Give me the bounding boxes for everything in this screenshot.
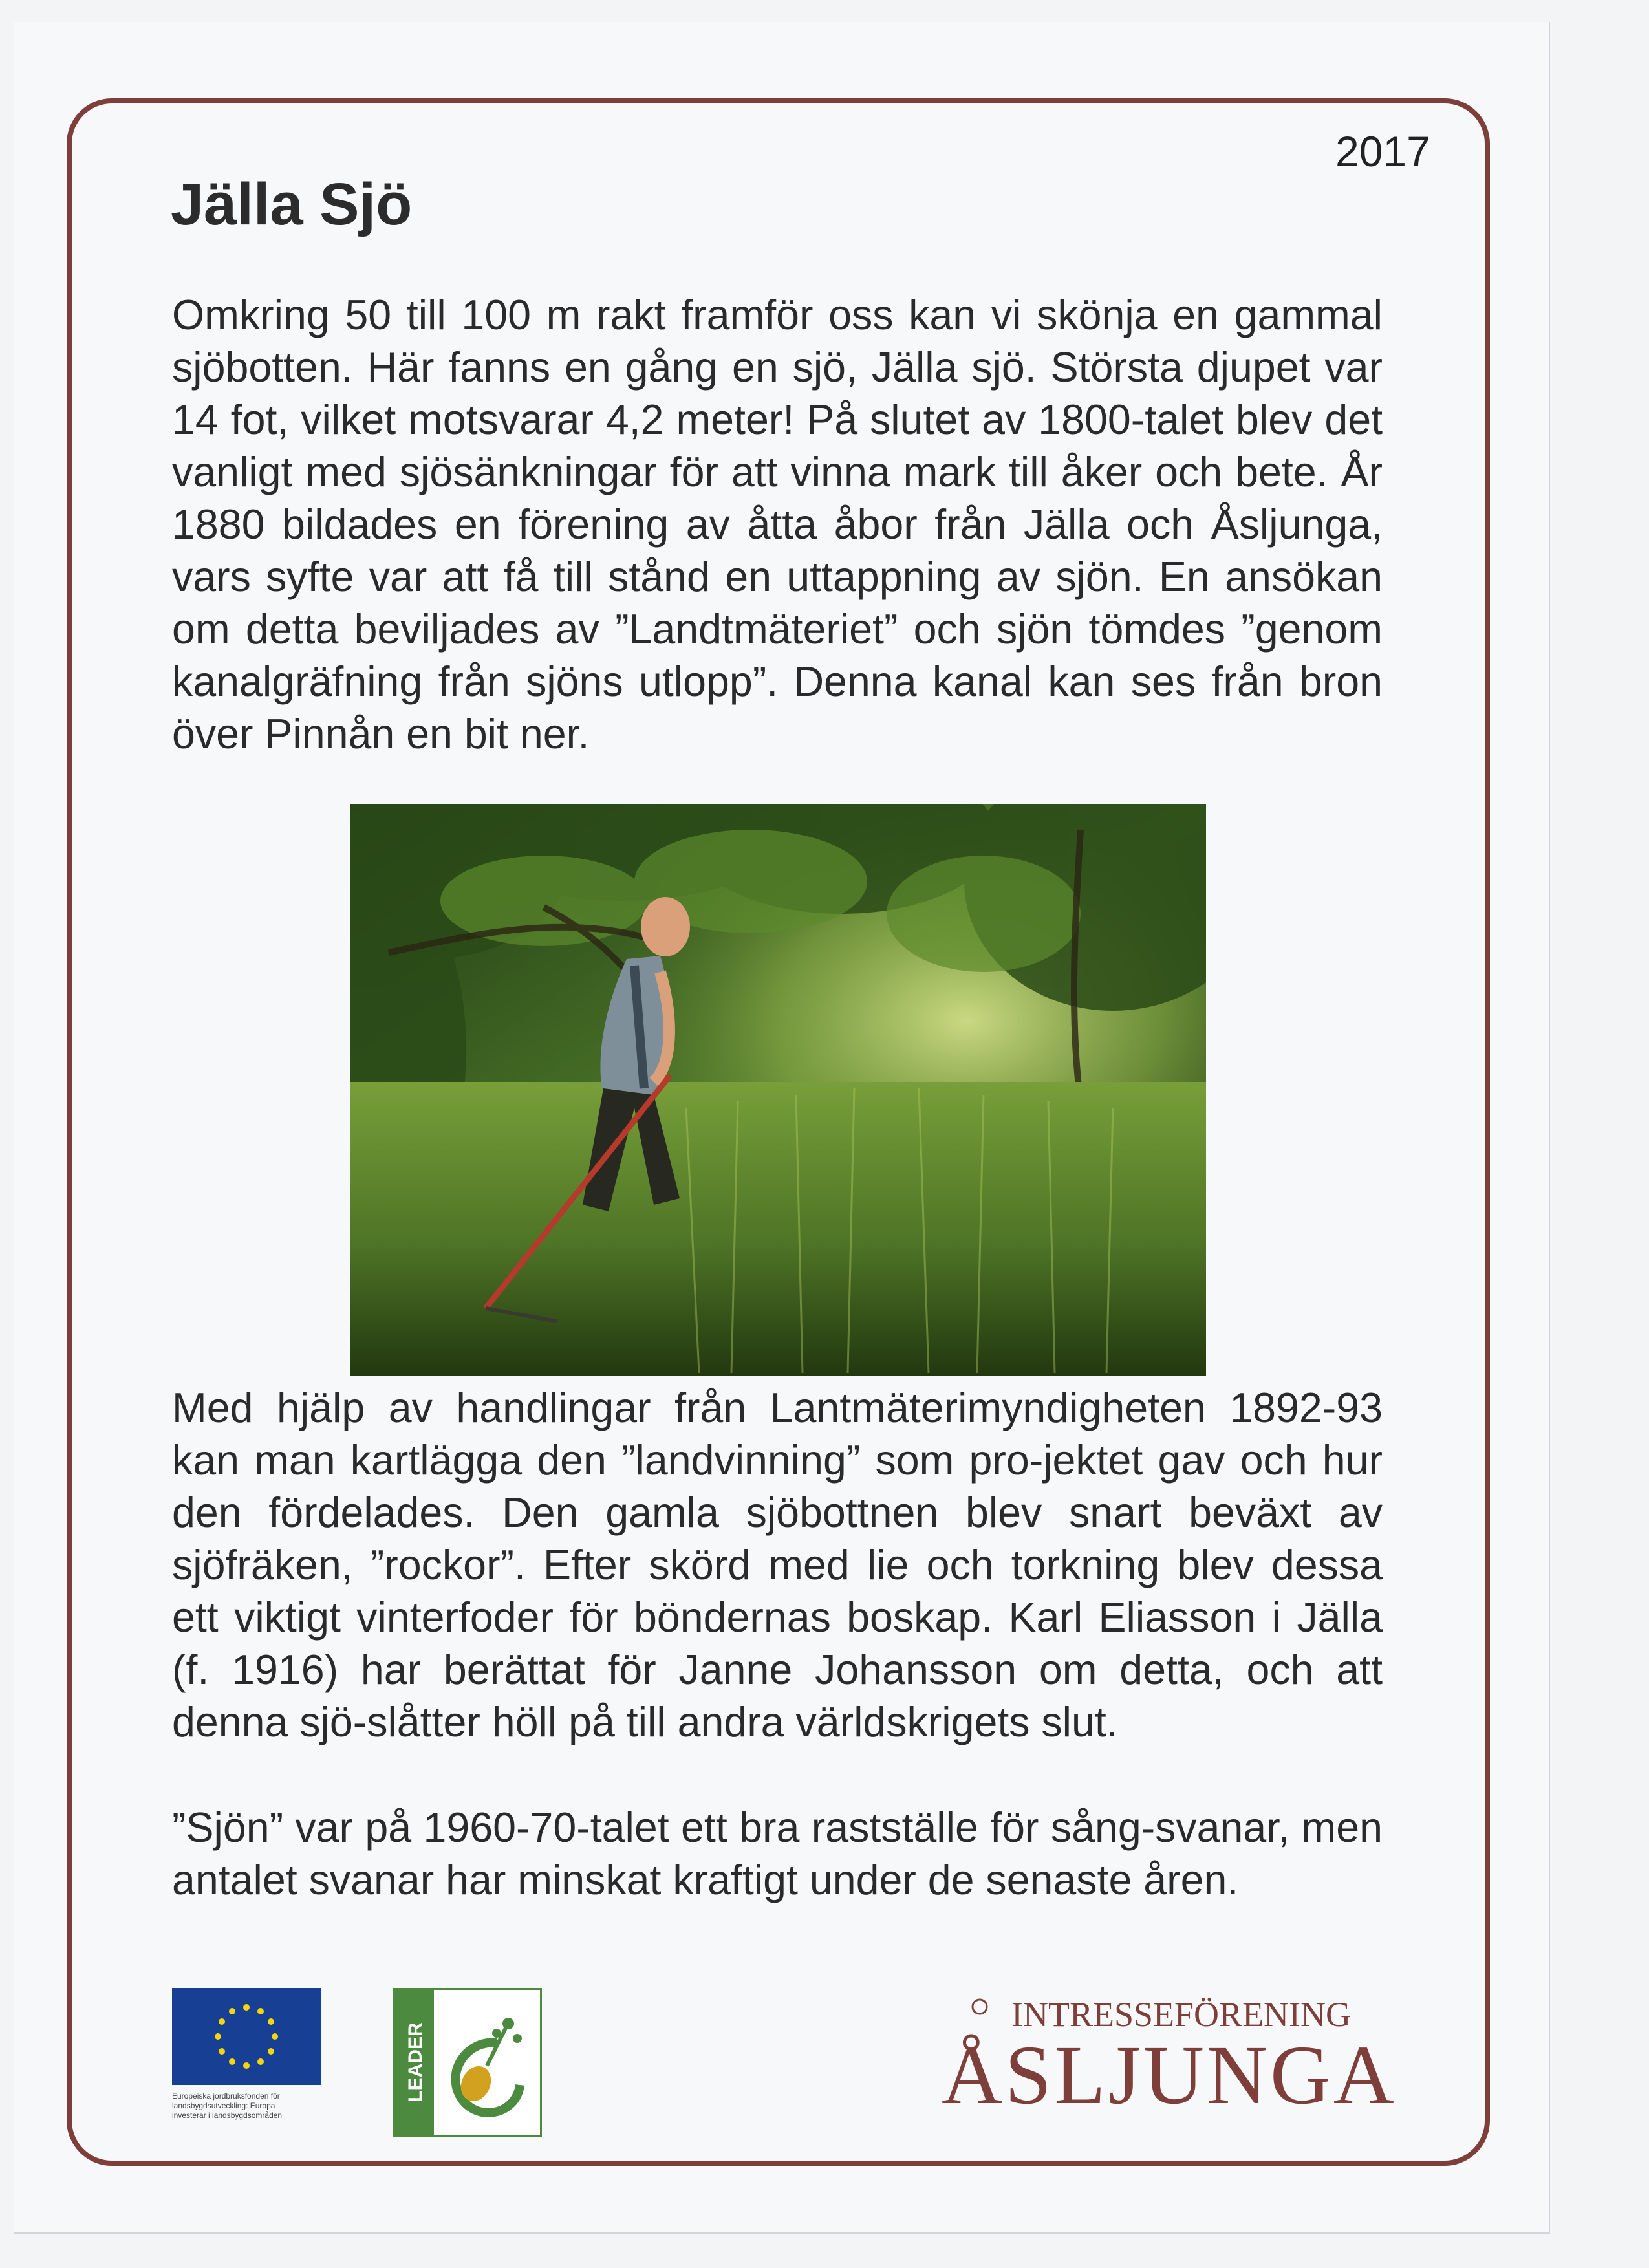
organization-name: ÅSLJUNGA — [942, 2029, 1397, 2122]
ring-icon — [970, 1997, 989, 2016]
eu-flag-icon — [172, 1988, 321, 2085]
leader-text: LEADER — [405, 2022, 426, 2102]
leader-logo-icon — [393, 1988, 542, 2137]
page-title: Jälla Sjö — [171, 171, 413, 237]
eu-caption-line: investerar i landsbygdsområden — [172, 2111, 283, 2120]
paragraph-swans: ”Sjön” var på 1960-70-talet ett bra rastställe för sång-svanar, men antalet svanar har minskat kraftigt under de senaste åren. — [172, 1804, 1383, 1903]
asljunga-logo — [936, 1994, 1460, 2122]
organization-subtitle: INTRESSEFÖRENING — [1011, 1995, 1352, 2034]
eu-caption-line: landsbygdsutveckling: Europa — [172, 2101, 275, 2110]
photo-illustration — [350, 804, 1206, 1376]
year-label: 2017 — [1335, 127, 1430, 175]
eu-caption-line: Europeiska jordbruksfonden för — [172, 2091, 280, 2101]
eu-caption — [172, 2091, 327, 2121]
photo-man-scything-reeds — [350, 804, 1206, 1376]
paragraph-history: Omkring 50 till 100 m rakt framför oss kan vi skönja en gammal sjöbotten. Här fanns en gång en sjö, Jälla sjö. Största djupet var 14 fot, vilket motsvarar 4,2 meter! På slutet av 1800-talet blev det vanligt med sjösänkningar för att vinna mark till åker och bete. År 1880 bildades en förening av åtta åbor från Jälla och Åsljunga, vars syfte var att få till stånd en uttappning av sjön. En ansökan om detta beviljades av ”Landtmäteriet” och sjön tömdes ”genom kanalgräfning från sjöns utlopp”. Denna kanal kan ses från bron över Pinnån en bit ner. — [172, 292, 1383, 757]
paragraph-land-reclamation: Med hjälp av handlingar från Lantmäterimyndigheten 1892-93 kan man kartlägga den ”landvinning” som pro-jektet gav och hur den fördelades. Den gamla sjöbottnen blev snart beväxt av sjöfräken, ”rockor”. Efter skörd med lie och torkning blev dessa ett viktigt vinterfoder för böndernas boskap. Karl Eliasson i Jälla (f. 1916) har berättat för Janne Johansson om detta, och att denna sjö-slåtter höll på till andra världskrigets slut. — [172, 1385, 1383, 1745]
